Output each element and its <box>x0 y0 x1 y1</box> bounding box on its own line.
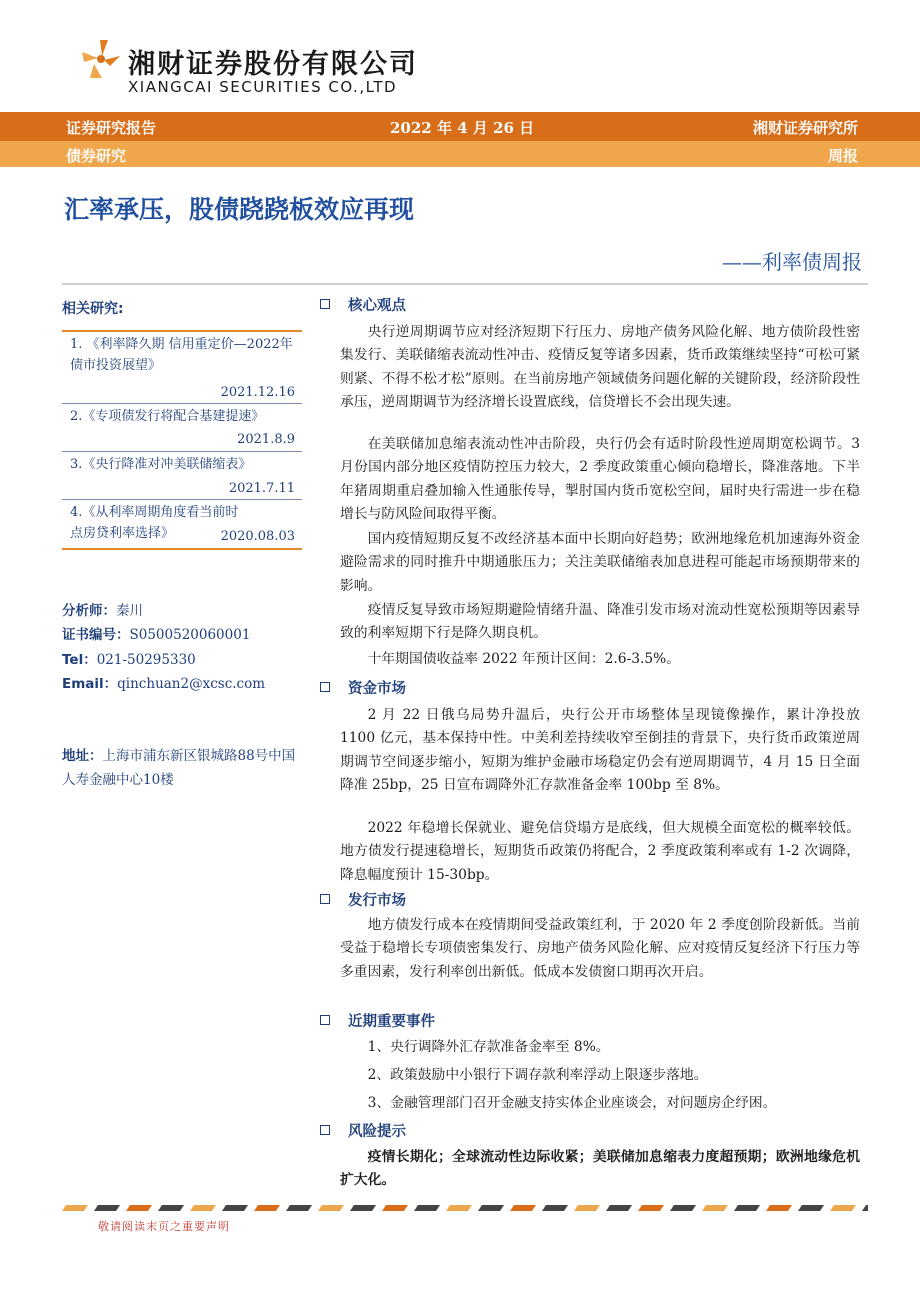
footer-stripe <box>862 1205 868 1211</box>
report-date: 2022 年 4 月 26 日 <box>390 119 535 137</box>
address-label: 地址： <box>62 748 103 764</box>
footer-stripe <box>670 1205 696 1211</box>
footer-stripe <box>414 1205 440 1211</box>
footer-stripe <box>798 1205 824 1211</box>
related-research-date: 2021.8.9 <box>237 432 295 447</box>
section-title: 近期重要事件 <box>348 1013 435 1030</box>
event-item: 2、政策鼓励中小银行下调存款利率浮动上限逐步落地。 <box>367 1067 708 1083</box>
body-paragraph: 2022 年稳增长保就业、避免信贷塌方是底线，但大规模全面宽松的概率较低。地方债发行提速稳增长，短期货币政策仍将配合，2 季度政策利率或有 1-2 次调降，降息幅度预计 15-30bp。 <box>340 820 860 883</box>
certificate-number: S0500520060001 <box>129 627 251 643</box>
report-frequency: 周报 <box>827 147 858 165</box>
body-paragraph: 疫情反复导致市场短期避险情绪升温、降准引发市场对流动性宽松预期等因素导致的利率短期下行是降久期良机。 <box>340 602 860 642</box>
email-line <box>62 672 265 696</box>
footer-stripe <box>126 1205 152 1211</box>
checkbox-icon <box>320 1015 330 1025</box>
company-name-en: XIANGCAI SECURITIES CO.,LTD <box>128 78 398 96</box>
disclaimer-note: 敬请阅读末页之重要声明 <box>98 1220 230 1233</box>
related-research-date: 2021.12.16 <box>220 385 295 400</box>
footer-stripe <box>702 1205 728 1211</box>
footer-stripe <box>830 1205 856 1211</box>
footer-stripe <box>222 1205 248 1211</box>
event-item: 3、金融管理部门召开金融支持实体企业座谈会，对问题房企纾困。 <box>367 1095 777 1111</box>
related-research-heading: 相关研究: <box>62 301 124 317</box>
title-divider <box>62 283 868 285</box>
reference-separator <box>62 403 302 404</box>
body-paragraph: 国内疫情短期反复不改经济基本面中长期向好趋势；欧洲地缘危机加速海外资金避险需求的同时推升中期通胀压力；关注美联储缩表加息进程可能起市场预期带来的影响。 <box>340 531 860 594</box>
footer-stripe <box>734 1205 760 1211</box>
section-title: 风险提示 <box>348 1123 406 1140</box>
related-research-item[interactable]: 4.《从利率周期角度看当前时点房贷利率选择》 <box>70 505 239 541</box>
body-paragraph: 在美联储加息缩表流动性冲击阶段，央行仍会有适时阶段性逆周期宽松调节。3 月份国内部分地区疫情防控压力较大，2 季度政策重心倾向稳增长，降准落地。下半年猪周期重启叠加输入性通胀传导，掣肘国内货币宽松空间，届时央行需进一步在稳增长与防风险间取得平衡。 <box>340 436 860 523</box>
related-research-item[interactable]: 1. 《利率降久期 信用重定价—2022年债市投资展望》 <box>70 337 293 373</box>
footer-stripe <box>478 1205 504 1211</box>
company-logo-icon <box>80 38 122 80</box>
section-title: 发行市场 <box>348 892 406 909</box>
report-type: 证券研究报告 <box>66 119 157 137</box>
footer-stripe <box>158 1205 184 1211</box>
footer-stripe <box>190 1205 216 1211</box>
checkbox-icon <box>320 1125 330 1135</box>
tel-line <box>62 648 196 672</box>
reference-separator <box>62 499 302 500</box>
analyst-label: 分析师： <box>62 603 116 619</box>
footer-stripe <box>286 1205 312 1211</box>
event-item: 1、央行调降外汇存款准备金率至 8%。 <box>367 1039 610 1055</box>
section-heading-core <box>320 294 406 315</box>
footer-stripe <box>254 1205 280 1211</box>
report-subtitle: ——利率债周报 <box>722 250 862 274</box>
certificate-line <box>62 623 250 647</box>
footer-stripe <box>350 1205 376 1211</box>
section-heading-funds <box>320 677 406 698</box>
section-title: 核心观点 <box>348 297 406 314</box>
analyst-name: 秦川 <box>116 603 143 619</box>
analyst-line <box>62 599 143 623</box>
related-research-item[interactable]: 2.《专项债发行将配合基建提速》 <box>70 409 265 424</box>
footer-stripe <box>382 1205 408 1211</box>
tel-label: Tel： <box>62 652 97 668</box>
footer-stripe-bar <box>62 1205 868 1211</box>
sidebar-divider <box>62 548 302 550</box>
footer-stripe <box>510 1205 536 1211</box>
email-label: Email： <box>62 676 118 692</box>
header-band-primary <box>0 112 920 141</box>
body-paragraph: 十年期国债收益率 2022 年预计区间：2.6-3.5%。 <box>367 651 681 667</box>
body-paragraph: 2 月 22 日俄乌局势升温后，央行公开市场整体呈现镜像操作，累计净投放 1100 亿元，基本保持中性。中美利差持续收窄至倒挂的背景下，央行货币政策逆周期调节空间逐步缩小，短期为维护金融市场稳定仍会有逆周期调节，4 月 15 日全面降准 25bp，25 日宣布调降外汇存款准备金率 100bp 至 8%。 <box>340 707 860 794</box>
section-heading-issuance <box>320 889 406 910</box>
report-title: 汇率承压，股债跷跷板效应再现 <box>64 195 415 224</box>
header-band-secondary <box>0 141 920 167</box>
company-name-cn: 湘财证券股份有限公司 <box>128 49 418 80</box>
checkbox-icon <box>320 682 330 692</box>
checkbox-icon <box>320 894 330 904</box>
footer-stripe <box>542 1205 568 1211</box>
related-research-date: 2021.7.11 <box>228 481 295 496</box>
sidebar-divider <box>62 330 302 332</box>
address-block <box>62 744 302 792</box>
certificate-label: 证书编号： <box>62 627 130 643</box>
footer-stripe <box>638 1205 664 1211</box>
footer-stripe <box>766 1205 792 1211</box>
footer-stripe <box>574 1205 600 1211</box>
related-research-date: 2020.08.03 <box>220 529 295 544</box>
section-heading-events <box>320 1010 435 1031</box>
email-address[interactable]: qinchuan2@xcsc.com <box>117 676 266 692</box>
report-category: 债券研究 <box>66 147 127 165</box>
research-institute: 湘财证券研究所 <box>752 119 858 137</box>
footer-stripe <box>318 1205 344 1211</box>
footer-stripe <box>446 1205 472 1211</box>
footer-stripe <box>94 1205 120 1211</box>
tel-number: 021-50295330 <box>96 652 196 668</box>
risk-paragraph: 疫情长期化；全球流动性边际收紧；美联储加息缩表力度超预期；欧洲地缘危机扩大化。 <box>340 1149 860 1189</box>
address-text: 上海市浦东新区银城路88号中国人寿金融中心10楼 <box>62 748 296 788</box>
related-research-item[interactable]: 3.《央行降准对冲美联储缩表》 <box>70 457 252 472</box>
section-heading-risk <box>320 1120 406 1141</box>
footer-stripe <box>606 1205 632 1211</box>
checkbox-icon <box>320 299 330 309</box>
body-paragraph: 央行逆周期调节应对经济短期下行压力、房地产债务风险化解、地方债阶段性密集发行、美联储缩表流动性冲击、疫情反复等诸多因素，货币政策继续坚持“可松可紧则紧、不得不松才松”原则。在当前房地产领域债务问题化解的关键阶段，经济阶段性承压，逆周期调节为经济增长设置底线，信贷增长不会出现失速。 <box>340 324 860 411</box>
reference-separator <box>62 451 302 452</box>
body-paragraph: 地方债发行成本在疫情期间受益政策红利，于 2020 年 2 季度创阶段新低。当前受益于稳增长专项债密集发行、房地产债务风险化解、应对疫情反复经济下行压力等多重因素，发行利率创出新低。低成本发债窗口期再次开启。 <box>340 917 860 980</box>
footer-stripe <box>62 1205 88 1211</box>
section-title: 资金市场 <box>348 680 406 697</box>
